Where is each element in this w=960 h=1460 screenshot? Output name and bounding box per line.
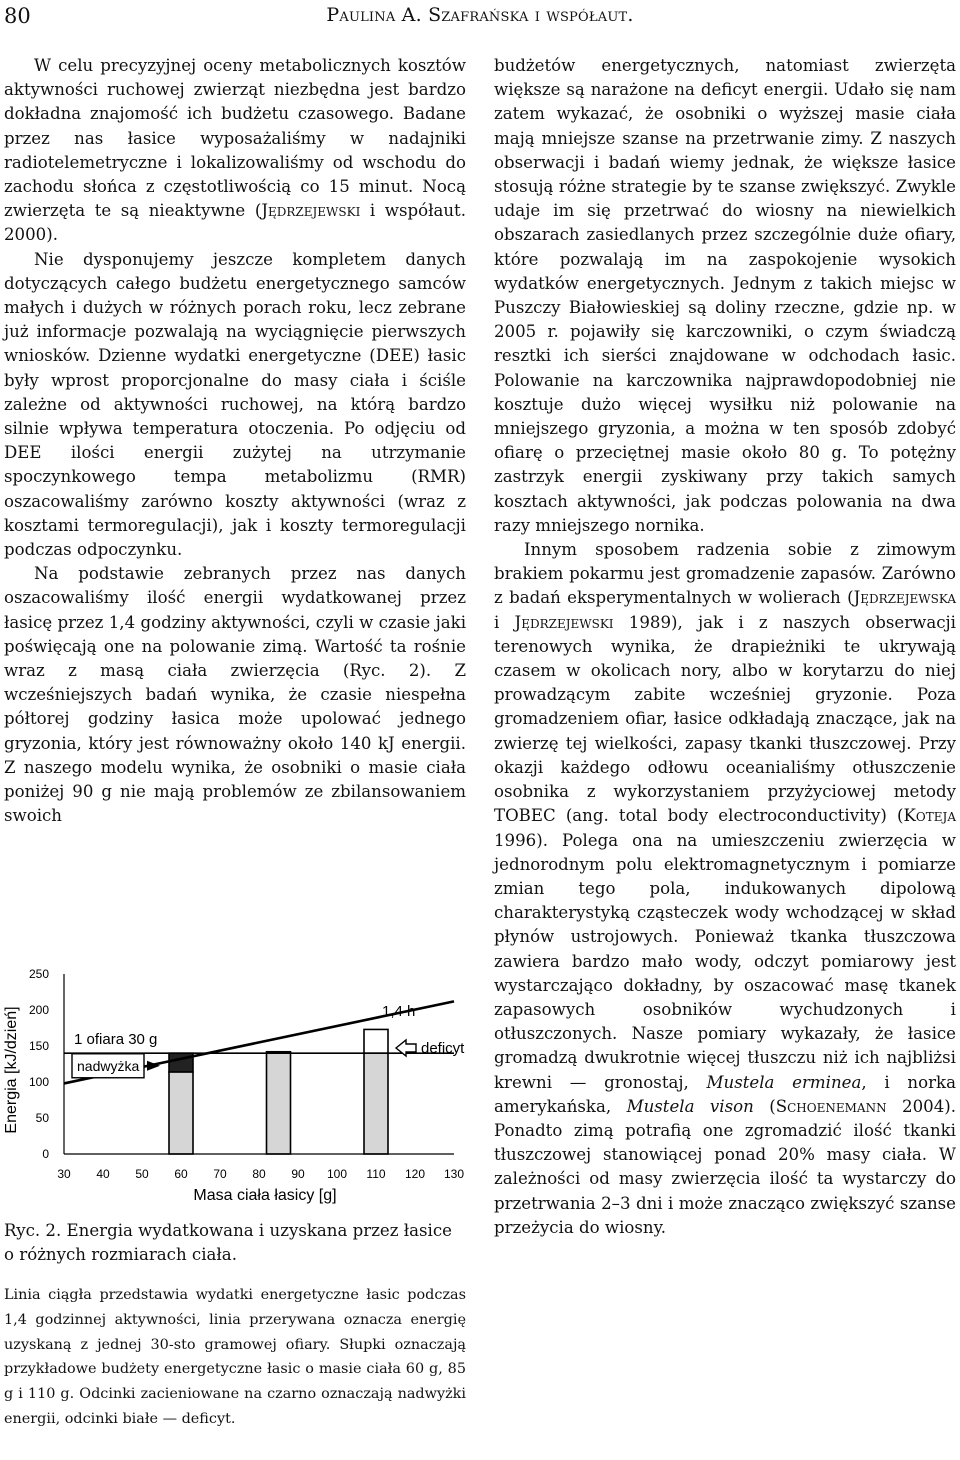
- species-name: Mustela erminea: [706, 1072, 862, 1092]
- x-tick-label: 60: [174, 1167, 188, 1181]
- prey-annotation: 1 ofiara 30 g: [74, 1031, 158, 1048]
- x-tick-label: 30: [57, 1167, 71, 1181]
- y-tick-label: 200: [28, 1003, 49, 1017]
- paragraph: [494, 538, 956, 1240]
- x-tick-label: 40: [96, 1167, 110, 1181]
- deficit-annotation: deficyt: [421, 1040, 465, 1057]
- running-head: Paulina A. Szafrańska i współaut.: [326, 4, 634, 26]
- x-tick-label: 100: [326, 1167, 348, 1181]
- x-tick-label: 80: [252, 1167, 266, 1181]
- paragraph: Nie dysponujemy jeszcze kompletem danych dotyczących całego budżetu energetycznego samców małych i dużych w różnych porach roku, lecz zebrane już informacje pozwalają na wyciągnięcie pierwszych wniosków. Dzienne wydatki energetyczne (DEE) łasic były wprost proporcjonalne do masy ciała i ściśle zależne od aktywności ruchowej, na którą bardzo silnie wpływa temperatura otoczenia. Po odjęciu od DEE ilości energii zużytej na utrzymanie spoczynkowego tempa metabolizmu (RMR) oszacowaliśmy zarówno koszty aktywności (wraz z kosztami termoregulacji), jak i koszty termoregulacji podczas odpoczynku.: [4, 249, 466, 560]
- paragraph: Na podstawie zebranych przez nas danych oszacowaliśmy ilość energii wydatkowanej przez łasicę przez 1,4 godziny aktywności, czyli w czasie jaki poświęcają one na polowanie zimą. Wartość ta rośnie wraz z masą ciała zwierzęcia (Ryc. 2). Z wcześniejszych badań wynika, że czasie niespełna półtorej godziny łasica może upolować jednego gryzonia, który jest równoważny około 140 kJ energii. Z naszego modelu wynika, że osobniki o masie ciała poniżej 90 g nie mają problemów ze zbilansowaniem swoich: [4, 564, 466, 826]
- x-tick-label: 50: [135, 1167, 149, 1181]
- paragraph: budżetów energetycznych, natomiast zwierzęta większe są narażone na deficyt energii. Udało się nam zatem wykazać, że osobniki o wyższej masie ciała mają mniejsze szanse na przetrwanie zimy. Z naszych obserwacji i badań wiemy jednak, że większe łasice stosują różne strategie by te szanse zwiększyć. Zwykle udaje im się przetrwać do wiosny na niewielkich obszarach zasiedlanych przez szczególnie duże ofiary, które pozwalają im na zaspokojenie wysokich wydatków energetycznych. Jednym z takich miejsc w Puszczy Białowieskiej są doliny rzeczne, gdzie np. w 2005 r. pojawiły się karczowniki, o czym świadczą resztki ich sierści znajdowane w odchodach łasic. Polowanie na karczownika najprawdopodobniej nie kosztuje dużo więcej wysiłku niż polowanie na mniejszego gryzonia, a można w ten sposób zdobyć ofiarę o przeciętnej masie około 80 g. To potężny zastrzyk energii zyskiwany przy takich samych kosztach aktywności, jak podczas polowania na dwa razy mniejszego nornika.: [494, 56, 956, 535]
- paragraph-text: W celu precyzyjnej oceny metabolicznych kosztów aktywności ruchowej zwierząt niezbędna jest bardzo dokładna znajomość ich budżetu czasowego. Badane przez nas łasice wyposażaliśmy w nadajniki radiotelemetryczne i lokalizowaliśmy od wschodu do zachodu słońca z częstotliwością co 15 minut. Nocą zwierzęta te są nieaktywne (: [4, 56, 466, 221]
- author-citation: Jędrzejewska: [853, 588, 956, 608]
- paragraph-text: 1996). Polega ona na umieszczeniu zwierzęcia w jednorodnym polu elektromagnetycznym i pomiarze zmian tego pola, indukowanych dipolową charakterystyką cząsteczek wody wchodzącej w skład płynów ustrojowych. Ponieważ tkanka tłuszczowa zawiera bardzo mało wody, odczyt pomiarowy jest wystarczająco dokładny, by oszacować masę tkanek zapasowych osobników wychudzonych i otłuszczonych. Nasze pomiary wykazały, że łasice gromadzą dwukrotnie więcej tłuszczu niż ich najbliżsi krewni — gronostaj,: [494, 830, 956, 1092]
- arrow-icon: [147, 1061, 160, 1071]
- paragraph-text: 2004). Ponadto zimą potrafią one zgromadzić ilość tkanki tłuszczowej stanowiącej ponad 20% masy ciała. W zależności od masy zwierzęcia ilość ta wystarczy do przetrwania 2–3 dni i może znacząco zwiększyć szanse przeżycia do wiosny.: [494, 1096, 957, 1237]
- paragraph-text: Innym sposobem radzenia sobie z zimowym brakiem pokarmu jest gromadzenie zapasów. Zarówno z badań eksperymentalnych w wolierach (: [494, 540, 956, 608]
- x-tick-label: 70: [213, 1167, 227, 1181]
- paragraph-text: 1989), jak i z naszych obserwacji terenowych wynika, że drapieżniki te ukrywają czasem w okolicach nory, albo w korytarzu do niej prowadzącym zabite wcześniej gryzonie. Poza gromadzeniem ofiar, łasice odkładają znaczące, jak na zwierzę tej wielkości, zapasy tkanki tłuszczowej. Przy okazji każdego odłowu oceanialiśmy otłuszczenie osobnika z wykorzystaniem przyżyciowej metody TOBEC (ang. total body electroconductivity) (: [494, 612, 956, 826]
- y-tick-label: 50: [35, 1111, 49, 1125]
- left-column: [4, 54, 466, 829]
- species-name: Mustela vison: [626, 1096, 754, 1116]
- bar-deficit-segment: [364, 1029, 388, 1053]
- figure-2: [0, 962, 470, 1207]
- y-tick-label: 0: [42, 1147, 49, 1161]
- page-header: [0, 4, 960, 34]
- author-citation: Schoenemann: [775, 1096, 887, 1116]
- bar-base: [267, 1053, 291, 1154]
- paragraph-text: i współaut. 2000).: [4, 201, 466, 245]
- y-tick-label: 250: [28, 967, 49, 981]
- author-citation: Jędrzejewski: [261, 201, 361, 221]
- author-citation: Jędrzejewski: [514, 612, 614, 632]
- paragraph-text: , i norka amerykańska,: [494, 1072, 956, 1116]
- x-tick-label: 120: [404, 1167, 426, 1181]
- duration-annotation: 1,4 h: [382, 1003, 416, 1020]
- surplus-annotation: nadwyżka: [77, 1057, 140, 1074]
- author-citation: Koteja: [903, 806, 956, 826]
- bar-base: [364, 1053, 388, 1154]
- x-tick-label: 90: [291, 1167, 305, 1181]
- paragraph-text: i: [494, 612, 515, 632]
- energy-chart: [0, 962, 470, 1207]
- figure-caption: Ryc. 2. Energia wydatkowana i uzyskana przez łasice o różnych rozmiarach ciała.: [4, 1221, 452, 1264]
- x-tick-label: 110: [366, 1167, 386, 1181]
- figure-legend: Linia ciągła przedstawia wydatki energetyczne łasic podczas 1,4 godzinnej aktywności, linia przerywana oznacza energię uzyskaną z jednej 30-sto gramowej ofiary. Słupki oznaczają przykładowe budżety energetyczne łasic o masie ciała 60 g, 85 g i 110 g. Odcinki zacieniowane na czarno oznaczają nadwyżki energii, odcinki białe — deficyt.: [4, 1287, 466, 1427]
- x-tick-label: 130: [443, 1167, 465, 1181]
- paragraph: [4, 54, 466, 248]
- paragraph-text: (: [753, 1096, 776, 1116]
- x-axis-label: Masa ciała łasicy [g]: [193, 1187, 337, 1204]
- y-tick-label: 100: [28, 1075, 49, 1089]
- y-axis-label: Energia [kJ/dzień]: [3, 1006, 20, 1134]
- page-number: 80: [4, 4, 31, 28]
- y-tick-label: 150: [28, 1039, 49, 1053]
- bar-base: [169, 1072, 193, 1154]
- right-column: [494, 54, 956, 1240]
